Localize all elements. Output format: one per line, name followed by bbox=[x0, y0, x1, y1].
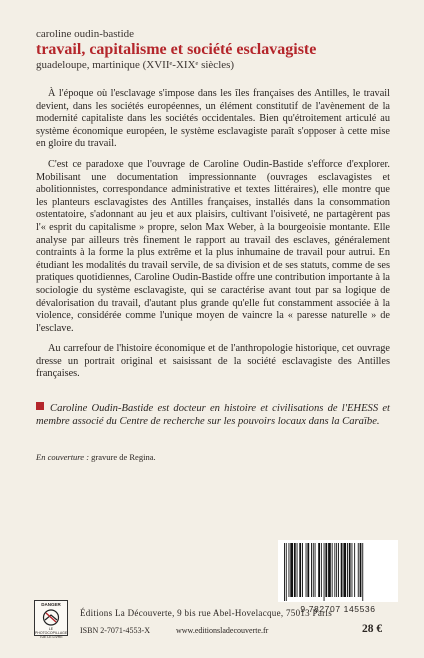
blurb-paragraph-1: À l'époque où l'esclavage s'impose dans les îles françaises des Antilles, le travail devient, dans les sociétés européennes, un élément constitutif de l'avènement de la modernité capitaliste dans les sociétés occidentales. Bien qu'étroitement articulé au système économique européen, le système esclavagiste paraît s'opposer à cette mise en gloire du travail. bbox=[36, 88, 390, 150]
author-bio bbox=[36, 402, 390, 428]
publisher-website: www.editionsladecouverte.fr bbox=[176, 626, 269, 635]
barcode-icon bbox=[278, 540, 398, 602]
danger-sub-line-1: LE PHOTOCOPILLAGE bbox=[35, 627, 68, 635]
bullet-square-icon bbox=[36, 402, 44, 410]
cover-credit bbox=[36, 452, 156, 462]
danger-subtitle bbox=[35, 627, 67, 639]
broken-book-icon bbox=[40, 609, 62, 626]
danger-photocopillage-logo bbox=[34, 600, 68, 639]
cover-credit-label: En couverture : bbox=[36, 452, 90, 462]
barcode-number: 9 782707 145536 bbox=[300, 604, 376, 614]
cover-credit-text: gravure de Regina. bbox=[91, 452, 156, 462]
author-name: caroline oudin-bastide bbox=[36, 28, 135, 40]
book-title: travail, capitalisme et société esclavagiste bbox=[36, 41, 317, 58]
blurb bbox=[36, 88, 390, 389]
author-bio-text: Caroline Oudin-Bastide est docteur en histoire et civilisations de l'EHESS et membre associé du Centre de recherche sur les pouvoirs locaux dans la Caraïbe. bbox=[36, 403, 390, 427]
blurb-paragraph-3: Au carrefour de l'histoire économique et de l'anthropologie historique, cet ouvrage dresse un portrait original et saisissant de la société esclavagiste des Antilles françaises. bbox=[36, 343, 390, 380]
price: 28 € bbox=[362, 623, 383, 635]
blurb-paragraph-2: C'est ce paradoxe que l'ouvrage de Caroline Oudin-Bastide s'efforce d'explorer. Mobilisant une documentation impressionnante (ouvrages esclavagistes et abolitionnistes, correspondance administrative et textes littéraires), elle montre que les planteurs esclavagistes des Antilles françaises, installés dans la consommation ostentatoire, s'adonnant au jeu et aux plaisirs, cultivant l'oisiveté, ne partagèrent pas l'« esprit du capitalisme » propre, selon Max Weber, à la bourgeoisie montante. Elle analyse par ailleurs très finement le rapport au travail des esclaves, généralement contraints à la forme la plus extrême et la plus inhumaine de travail pour autrui. En étudiant les modalités du travail servile, de sa division et de ses statuts, comme de ses pratiques quotidiennes, Caroline Oudin-Bastide offre une contribution importante à la sociologie du système esclavagiste, qui se caractérise avant tout par sa logique de dévalorisation du travail, d'autant plus grande qu'elle fut constamment associée à la violence, considérée comme l'unique moyen de vaincre la « paresse naturelle » de l'esclave. bbox=[36, 158, 390, 334]
danger-sub-line-2: TUE LE LIVRE bbox=[39, 635, 63, 639]
publisher-address: Éditions La Découverte, 9 bis rue Abel-Hovelacque, 75013 Paris bbox=[80, 608, 333, 618]
header bbox=[36, 28, 396, 72]
isbn: ISBN 2-7071-4553-X bbox=[80, 626, 150, 635]
barcode bbox=[278, 540, 398, 602]
book-subtitle: guadeloupe, martinique (XVIIᵉ-XIXᵉ siècles) bbox=[36, 59, 235, 71]
danger-label: DANGER bbox=[41, 602, 61, 607]
